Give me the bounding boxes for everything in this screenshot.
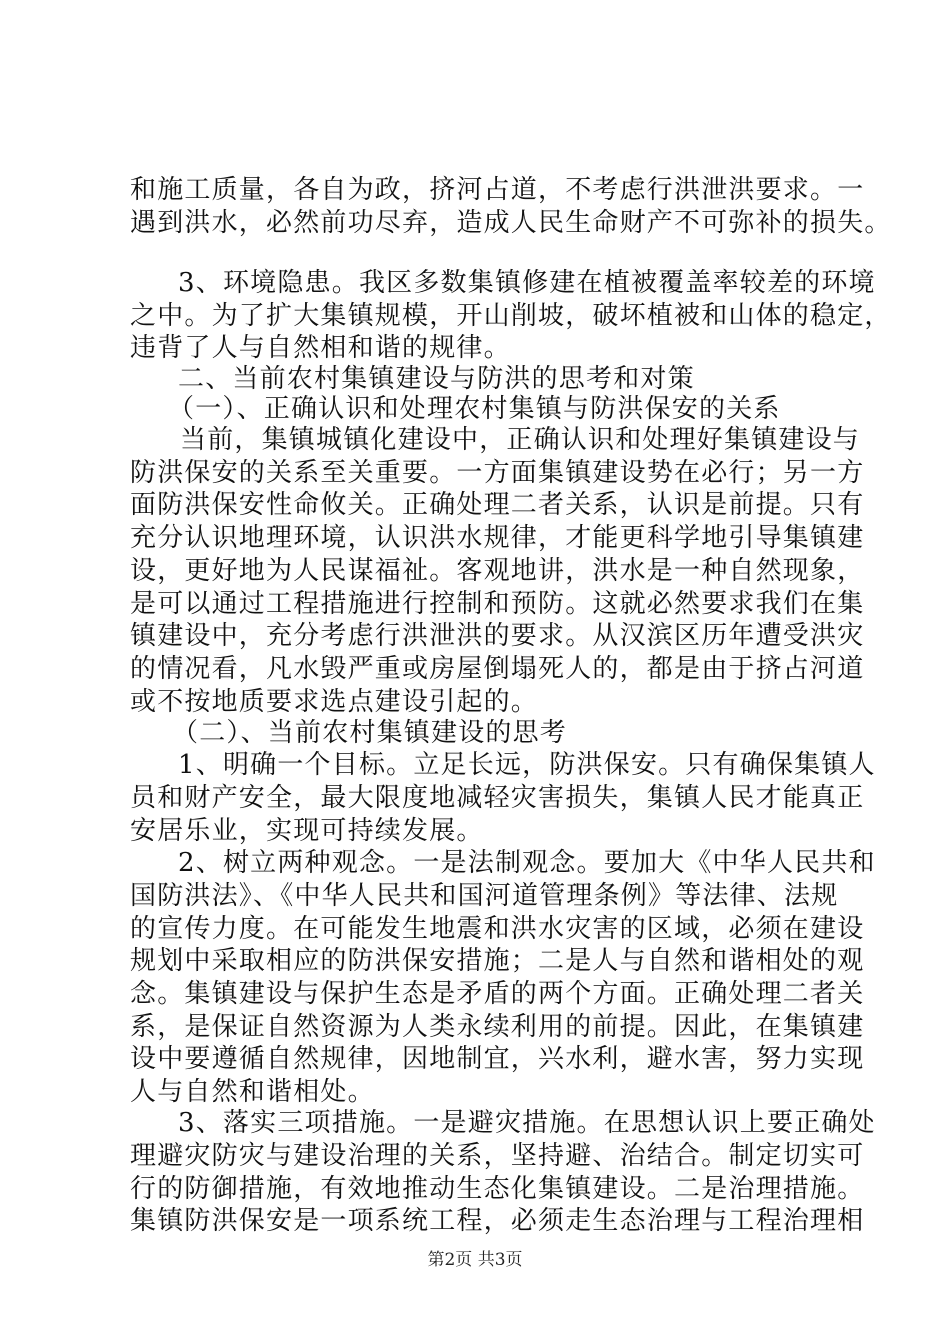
text-line: 国防洪法》、《中华人民共和国河道管理条例》等法律、法规: [130, 881, 839, 911]
text-line: 规划中采取相应的防洪保安措施；二是人与自然和谐相处的观: [130, 946, 865, 976]
text-line: 是可以通过工程措施进行控制和预防。这就必然要求我们在集: [130, 589, 865, 619]
text-line: 面防洪保安性命攸关。正确处理二者关系，认识是前提。只有: [130, 490, 865, 520]
text-line: 的宣传力度。在可能发生地震和洪水灾害的区域，必须在建设: [130, 914, 865, 944]
section-heading: 二、当前农村集镇建设与防洪的思考和对策: [178, 364, 695, 394]
page-footer: 第2页 共3页: [427, 1250, 523, 1270]
text-line: 当前，集镇城镇化建设中，正确认识和处理好集镇建设与: [180, 425, 861, 455]
text-line: 系，是保证自然资源为人类永续利用的前提。因此，在集镇建: [130, 1012, 865, 1042]
text-line: 行的防御措施，有效地推动生态化集镇建设。二是治理措施。: [130, 1174, 865, 1204]
text-line: 设中要遵循自然规律，因地制宜，兴水利，避水害，努力实现: [130, 1044, 865, 1074]
text-line: 和施工质量，各自为政，挤河占道，不考虑行洪泄洪要求。一: [130, 175, 865, 205]
text-line: 员和财产安全，最大限度地减轻灾害损失，集镇人民才能真正: [130, 783, 865, 813]
text-line: 防洪保安的关系至关重要。一方面集镇建设势在必行；另一方: [130, 458, 865, 488]
text-line: 之中。为了扩大集镇规模，开山削坡，破坏植被和山体的稳定，: [130, 301, 892, 331]
subsection-heading: （一）、正确认识和处理农村集镇与防洪保安的关系: [168, 394, 781, 424]
text-line: 1、明确一个目标。立足长远，防洪保安。只有确保集镇人: [178, 750, 876, 780]
text-line: 集镇防洪保安是一项系统工程，必须走生态治理与工程治理相: [130, 1206, 865, 1236]
text-line: 设，更好地为人民谋福祉。客观地讲，洪水是一种自然现象，: [130, 556, 865, 586]
text-line: 充分认识地理环境，认识洪水规律，才能更科学地引导集镇建: [130, 523, 865, 553]
text-line: 2、树立两种观念。一是法制观念。要加大《中华人民共和: [178, 848, 876, 878]
text-line: 理避灾防灾与建设治理的关系，坚持避、治结合。制定切实可: [130, 1141, 865, 1171]
text-line: 念。集镇建设与保护生态是矛盾的两个方面。正确处理二者关: [130, 979, 865, 1009]
text-line: 或不按地质要求选点建设引起的。: [130, 687, 539, 717]
text-line: 的情况看，凡水毁严重或房屋倒塌死人的，都是由于挤占河道: [130, 654, 865, 684]
text-line: 镇建设中，充分考虑行洪泄洪的要求。从汉滨区历年遭受洪灾: [130, 621, 865, 651]
text-line: 遇到洪水，必然前功尽弃，造成人民生命财产不可弥补的损失。: [130, 208, 892, 238]
text-line: 人与自然和谐相处。: [130, 1077, 375, 1107]
text-line: 3、环境隐患。我区多数集镇修建在植被覆盖率较差的环境: [178, 268, 876, 298]
text-line: 3、落实三项措施。一是避灾措施。在思想认识上要正确处: [178, 1108, 876, 1138]
subsection-heading: （二）、当前农村集镇建设的思考: [172, 718, 568, 748]
text-line: 安居乐业，实现可持续发展。: [130, 816, 484, 846]
text-line: 违背了人与自然相和谐的规律。: [130, 333, 511, 363]
